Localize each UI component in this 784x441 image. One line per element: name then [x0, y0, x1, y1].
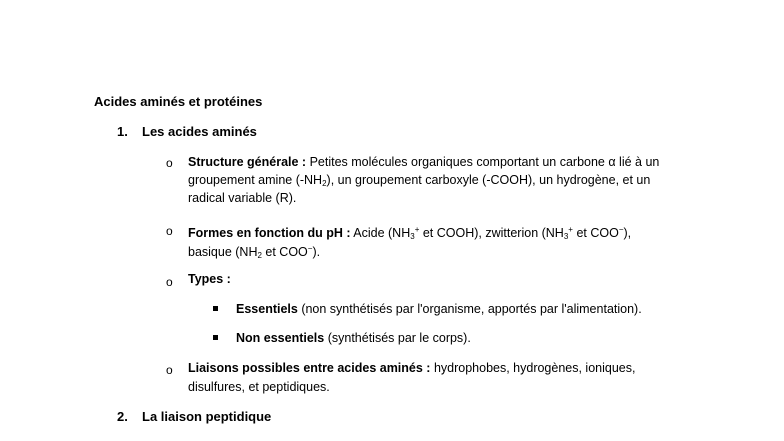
types-sub-item-1 — [236, 300, 642, 318]
section-1-number: 1. — [117, 124, 128, 139]
liaisons-text-1: hydrophobes, hydrogènes, ioniques, — [430, 361, 636, 375]
superscript: + — [414, 225, 420, 234]
superscript: − — [307, 244, 313, 253]
section-2-heading: La liaison peptidique — [142, 409, 272, 424]
bullet-circle-icon: o — [166, 363, 173, 377]
document-title: Acides aminés et protéines — [94, 94, 263, 109]
types-sub-item-text: (synthétisés par le corps). — [324, 331, 471, 345]
structure-text-2b: ), un groupement carboxyle (-COOH), un hydrogène, et un — [326, 173, 651, 187]
superscript: − — [618, 225, 624, 234]
structure-line-3: radical variable (R). — [188, 191, 297, 205]
formes-text: ). — [312, 245, 321, 259]
types-sub-item-2 — [236, 329, 471, 347]
structure-text-1: Petites molécules organiques comportant un carbone α lié à un — [306, 155, 660, 169]
types-sub-item-label: Non essentiels — [236, 331, 325, 345]
section-1-heading: Les acides aminés — [142, 124, 257, 139]
section-2-number: 2. — [117, 409, 128, 424]
types-sub-item-text: (non synthétisés par l'organisme, apportés par l'alimentation). — [297, 302, 642, 316]
formes-text: et COO — [261, 245, 308, 259]
structure-text-2a: groupement amine (-NH — [188, 173, 323, 187]
types-sub-item-label: Essentiels — [236, 302, 298, 316]
formes-text: ), — [623, 226, 632, 240]
subscript: 2 — [322, 179, 327, 188]
liaisons-label: Liaisons possibles entre acides aminés : — [188, 361, 431, 375]
formes-text: et COO — [572, 226, 619, 240]
bullet-circle-icon: o — [166, 156, 173, 170]
formes-label: Formes en fonction du pH : — [188, 226, 351, 240]
liaisons-line-1 — [188, 359, 635, 377]
subscript: 3 — [563, 232, 569, 241]
formes-text: basique (NH — [188, 245, 258, 259]
bullet-square-icon — [213, 306, 218, 311]
bullet-circle-icon: o — [166, 275, 173, 289]
superscript: + — [568, 225, 573, 234]
formes-text: et COOH), zwitterion (NH — [419, 226, 564, 240]
formes-line-2 — [188, 240, 320, 265]
bullet-circle-icon: o — [166, 224, 173, 238]
types-label: Types : — [188, 272, 231, 286]
liaisons-line-2: disulfures, et peptidiques. — [188, 380, 330, 394]
structure-line-1 — [188, 153, 659, 171]
formes-text: Acide (NH — [350, 226, 411, 240]
bullet-square-icon — [213, 335, 218, 340]
subscript: 2 — [257, 251, 262, 260]
subscript: 3 — [410, 232, 415, 241]
structure-label: Structure générale : — [188, 155, 307, 169]
